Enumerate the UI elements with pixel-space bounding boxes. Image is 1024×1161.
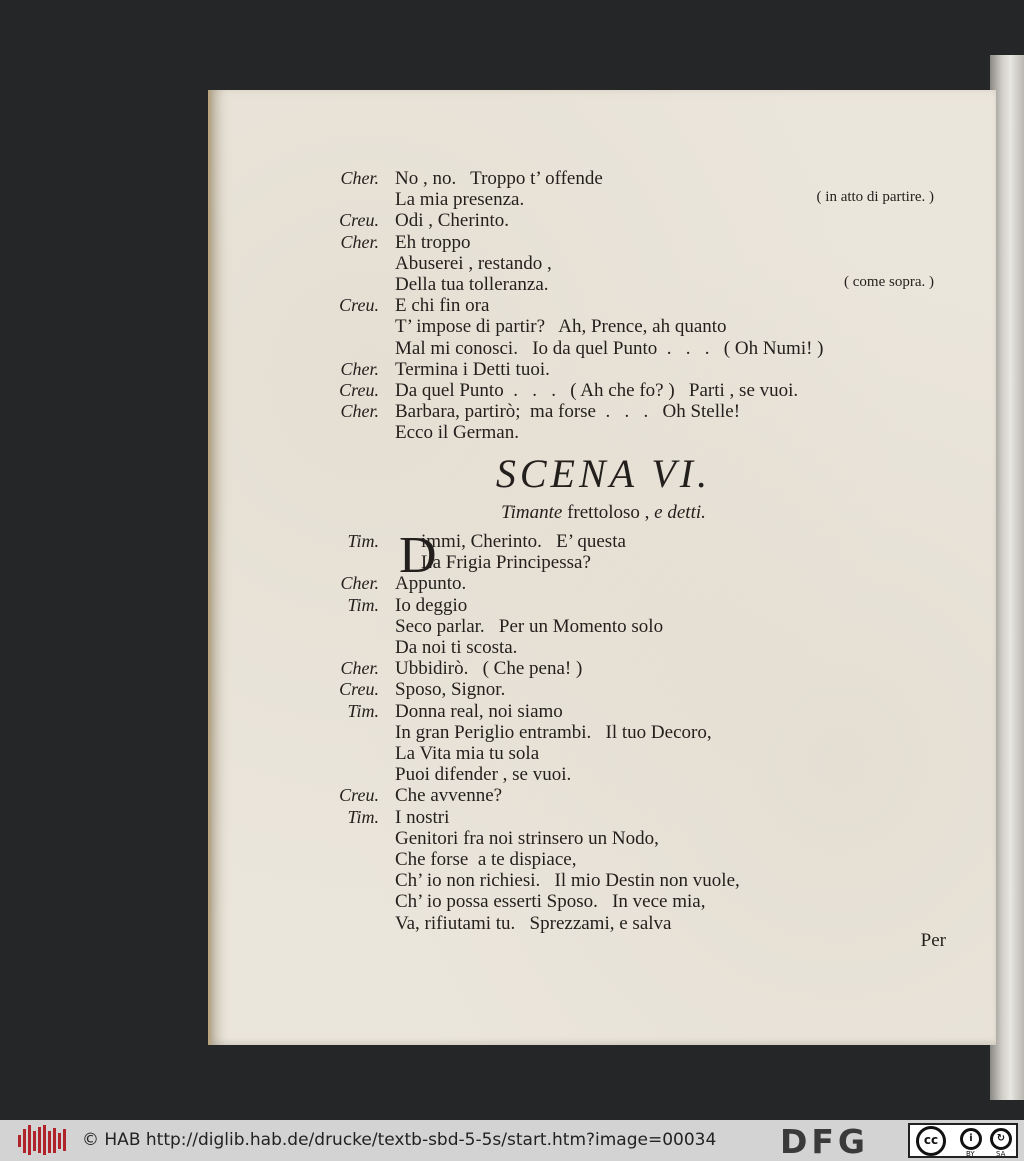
speaker-name: Tim. bbox=[347, 806, 379, 827]
verse-text: Che avvenne? bbox=[395, 785, 503, 807]
verse-text: immi, Cherinto. E’ questa bbox=[421, 531, 626, 552]
catchword: Per bbox=[920, 930, 946, 951]
verse-text: Da quel Punto . . . ( Ah che fo? ) Parti , se vuoi. bbox=[395, 380, 799, 401]
dialogue-line bbox=[211, 359, 996, 381]
dialogue-line bbox=[211, 316, 996, 338]
drop-capital: D bbox=[399, 527, 437, 584]
dialogue-line bbox=[211, 295, 996, 317]
verse-text: Ubbidirò. ( Che pena! ) bbox=[395, 658, 583, 680]
verse-text: Va, rifiutami tu. Sprezzami, e salva bbox=[395, 912, 672, 934]
dfg-logo: DFG bbox=[780, 1122, 870, 1161]
verse-text: Puoi difender , se vuoi. bbox=[395, 764, 572, 786]
dialogue-line bbox=[211, 722, 996, 744]
verse-text: La mia presenza. bbox=[395, 189, 525, 211]
verse-text: I nostri bbox=[395, 806, 450, 828]
dialogue-line bbox=[211, 338, 996, 360]
dialogue-line bbox=[211, 849, 996, 871]
cc-icon: cc bbox=[916, 1126, 946, 1156]
verse-text: Barbara, partirò; ma forse . . . Oh Stelle! bbox=[395, 401, 741, 423]
dialogue-line bbox=[211, 210, 996, 232]
verse-text: Termina i Detti tuoi. bbox=[395, 358, 550, 380]
speaker-name: Tim. bbox=[347, 531, 379, 551]
scene-subtitle-name: Timante bbox=[501, 502, 563, 523]
scene-subtitle-end: e detti. bbox=[654, 502, 706, 523]
verse-text: Io deggio bbox=[395, 594, 468, 616]
cc-sa-label: SA bbox=[996, 1150, 1006, 1158]
copyright-url-text: © HAB http://diglib.hab.de/drucke/textb-sbd-5-5s/start.htm?image=00034 bbox=[82, 1130, 717, 1150]
dialogue-line bbox=[211, 274, 996, 296]
verse-text: La Vita mia tu sola bbox=[395, 743, 540, 764]
dialogue-line bbox=[211, 807, 996, 829]
scene-subtitle-rest: frettoloso , bbox=[562, 502, 650, 523]
verse-text: Abuserei , restando , bbox=[395, 252, 552, 274]
dialogue-line bbox=[211, 380, 996, 402]
dialogue-line bbox=[211, 189, 996, 211]
verse-text: Genitori fra noi strinsero un Nodo, bbox=[395, 827, 659, 849]
dialogue-line bbox=[211, 701, 996, 723]
dialogue-line bbox=[211, 679, 996, 701]
verse-text: Appunto. bbox=[395, 573, 467, 595]
dialogue-line bbox=[211, 168, 996, 190]
verse-text: Donna real, noi siamo bbox=[395, 700, 563, 722]
dialogue-line bbox=[211, 870, 996, 892]
viewer-footer bbox=[0, 1120, 1024, 1161]
dialogue-line bbox=[211, 616, 996, 638]
dialogue-line bbox=[211, 891, 996, 913]
verse-text: Seco parlar. Per un Momento solo bbox=[395, 615, 664, 637]
speaker-name: Tim. bbox=[347, 594, 379, 615]
verse-text: Eh troppo bbox=[395, 231, 471, 253]
verse-text: Odi , Cherinto. bbox=[395, 210, 509, 232]
dialogue-line bbox=[211, 595, 996, 617]
verse-text: Della tua tolleranza. bbox=[395, 274, 549, 295]
verse-text: Ch’ io non richiesi. Il mio Destin non vuole, bbox=[395, 870, 740, 892]
dialogue-line bbox=[211, 828, 996, 850]
verse-text: E chi fin ora bbox=[395, 295, 490, 317]
stage-direction: ( in atto di partire. ) bbox=[816, 189, 934, 206]
verse-text: Da noi ti scosta. bbox=[395, 637, 518, 658]
dialogue-line bbox=[211, 913, 996, 935]
scene-subtitle bbox=[211, 502, 996, 524]
dialogue-line bbox=[211, 253, 996, 275]
scene-title: SCENA VI. bbox=[495, 451, 712, 496]
verse-text: Ecco il German. bbox=[395, 422, 519, 444]
book-page bbox=[208, 90, 996, 1045]
speaker-name: Cher. bbox=[340, 168, 379, 188]
verse-text: In gran Periglio entrambi. Il tuo Decoro, bbox=[395, 721, 712, 743]
dialogue-line bbox=[211, 785, 996, 807]
dialogue-line bbox=[211, 764, 996, 786]
verse-text: T’ impose di partir? Ah, Prence, ah quanto bbox=[395, 316, 727, 338]
dialogue-line bbox=[211, 573, 996, 595]
verse-text: Che forse a te dispiace, bbox=[395, 849, 577, 870]
cc-license-badge[interactable] bbox=[908, 1123, 1018, 1158]
verse-text: Sposo, Signor. bbox=[395, 679, 506, 701]
dialogue-line bbox=[211, 552, 996, 574]
verse-text: Mal mi conosci. Io da quel Punto . . . ( Oh Numi! ) bbox=[395, 337, 824, 359]
speaker-name: Cher. bbox=[340, 658, 379, 679]
speaker-name: Tim. bbox=[347, 700, 379, 721]
speaker-name: Cher. bbox=[340, 231, 379, 252]
speaker-name: Cher. bbox=[340, 401, 379, 422]
speaker-name: Cher. bbox=[340, 358, 379, 379]
stage-direction: ( come sopra. ) bbox=[844, 274, 934, 290]
speaker-name: Creu. bbox=[339, 785, 379, 806]
dialogue-line bbox=[211, 658, 996, 680]
speaker-name: Creu. bbox=[339, 679, 379, 700]
verse-text: No , no. Troppo t’ offende bbox=[395, 168, 603, 189]
speaker-name: Cher. bbox=[340, 573, 379, 594]
dialogue-line bbox=[211, 232, 996, 254]
verse-text: La Frigia Principessa? bbox=[421, 552, 591, 574]
speaker-name: Creu. bbox=[339, 210, 379, 231]
dialogue-line bbox=[211, 743, 996, 765]
cc-by-label: BY bbox=[966, 1150, 975, 1158]
hab-barcode-logo-icon bbox=[18, 1125, 68, 1155]
verse-text: Ch’ io possa esserti Sposo. In vece mia, bbox=[395, 891, 706, 913]
dialogue-line bbox=[211, 401, 996, 423]
speaker-name: Creu. bbox=[339, 380, 379, 400]
dialogue-line bbox=[211, 531, 996, 553]
dialogue-line bbox=[211, 637, 996, 659]
dialogue-line bbox=[211, 422, 996, 444]
share-alike-icon: ↻ bbox=[990, 1128, 1012, 1150]
speaker-name: Creu. bbox=[339, 295, 379, 316]
person-icon: i bbox=[960, 1128, 982, 1150]
